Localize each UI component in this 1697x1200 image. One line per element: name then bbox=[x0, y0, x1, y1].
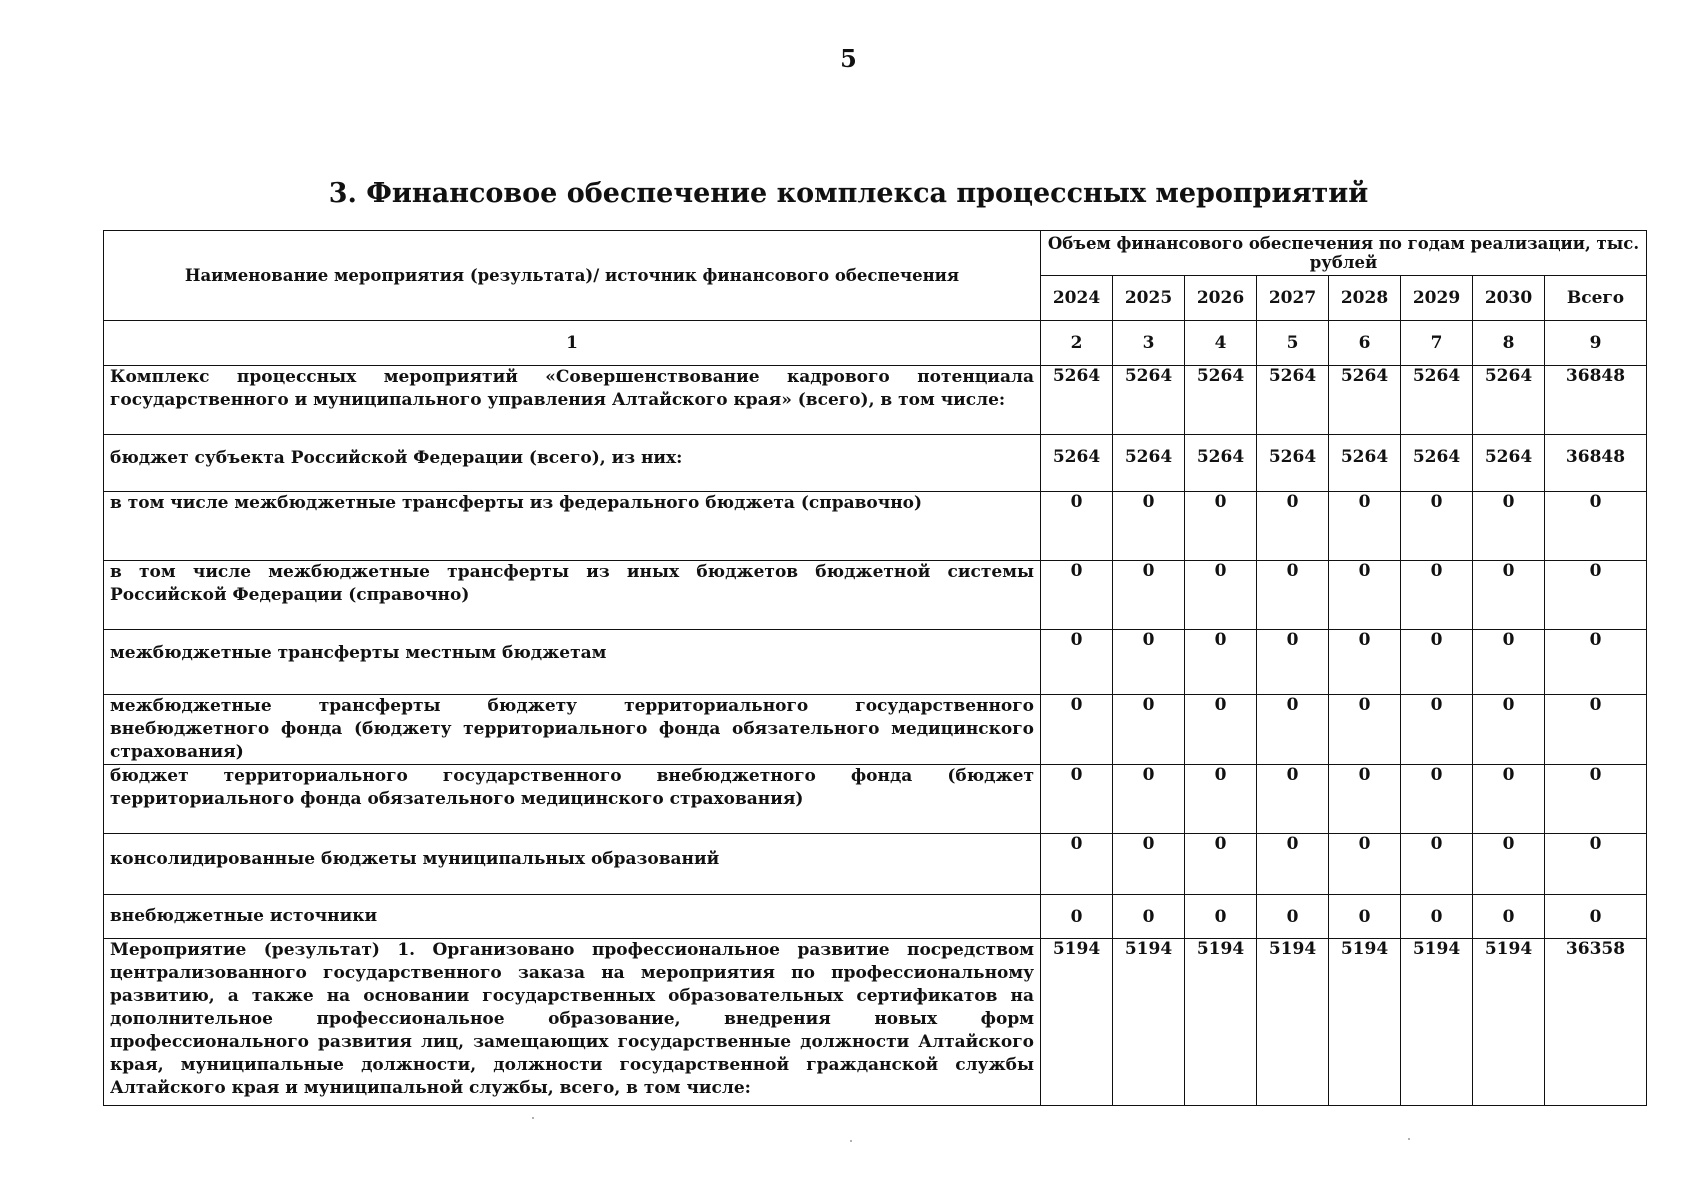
row-name-cell: бюджет субъекта Российской Федерации (всего), из них: bbox=[104, 435, 1041, 492]
row-value-cell: 0 bbox=[1185, 834, 1257, 895]
row-value-cell: 0 bbox=[1401, 630, 1473, 695]
row-value-cell: 0 bbox=[1329, 492, 1401, 561]
row-value-cell: 0 bbox=[1185, 895, 1257, 939]
column-number: 8 bbox=[1473, 321, 1545, 366]
row-value-cell: 5264 bbox=[1185, 366, 1257, 435]
row-value-cell: 0 bbox=[1401, 695, 1473, 765]
row-value-cell: 5264 bbox=[1041, 366, 1113, 435]
table-row bbox=[104, 695, 1647, 765]
table-row bbox=[104, 834, 1647, 895]
row-value-cell: 0 bbox=[1257, 630, 1329, 695]
row-value-cell: 0 bbox=[1401, 895, 1473, 939]
row-value-cell: 5264 bbox=[1257, 435, 1329, 492]
row-value-cell: 0 bbox=[1257, 695, 1329, 765]
row-value-cell: 0 bbox=[1185, 561, 1257, 630]
table-row bbox=[104, 492, 1647, 561]
row-value-cell: 0 bbox=[1185, 765, 1257, 834]
row-value-cell: 0 bbox=[1257, 834, 1329, 895]
column-number: 6 bbox=[1329, 321, 1401, 366]
row-value-cell: 0 bbox=[1329, 765, 1401, 834]
table-row bbox=[104, 939, 1647, 1106]
row-value-cell: 5264 bbox=[1329, 366, 1401, 435]
scan-speck bbox=[850, 1140, 852, 1142]
row-name-cell: Комплекс процессных мероприятий «Совершенствование кадрового потенциала государственного и муниципального управления Алтайского края» (всего), в том числе: bbox=[104, 366, 1041, 435]
table-row bbox=[104, 435, 1647, 492]
row-value-cell: 0 bbox=[1257, 492, 1329, 561]
row-value-cell: 0 bbox=[1113, 765, 1185, 834]
row-value-cell: 5264 bbox=[1401, 435, 1473, 492]
year-header: 2026 bbox=[1185, 276, 1257, 321]
row-total-cell: 36848 bbox=[1545, 435, 1647, 492]
row-name-cell: бюджет территориального государственного внебюджетного фонда (бюджет территориального фонда обязательного медицинского страхования) bbox=[104, 765, 1041, 834]
row-value-cell: 0 bbox=[1185, 492, 1257, 561]
row-value-cell: 0 bbox=[1257, 765, 1329, 834]
row-value-cell: 0 bbox=[1041, 630, 1113, 695]
column-number: 3 bbox=[1113, 321, 1185, 366]
table-row bbox=[104, 765, 1647, 834]
row-value-cell: 0 bbox=[1473, 630, 1545, 695]
row-total-cell: 0 bbox=[1545, 561, 1647, 630]
row-value-cell: 5264 bbox=[1113, 435, 1185, 492]
row-value-cell: 0 bbox=[1257, 561, 1329, 630]
row-name-cell: внебюджетные источники bbox=[104, 895, 1041, 939]
row-value-cell: 0 bbox=[1113, 834, 1185, 895]
row-value-cell: 0 bbox=[1113, 492, 1185, 561]
row-name-cell: Мероприятие (результат) 1. Организовано профессиональное развитие посредством централизованного государственного заказа на мероприятия по профессиональному развитию, а также на основании государственных образовательных сертификатов на дополнительное профессиональное образование, внедрения новых форм профессионального развития лиц, замещающих государственные должности Алтайского края, муниципальные должности, должности государственной гражданской службы Алтайского края и муниципальной службы, всего, в том числе: bbox=[104, 939, 1041, 1106]
row-value-cell: 5194 bbox=[1473, 939, 1545, 1106]
row-total-cell: 0 bbox=[1545, 630, 1647, 695]
row-value-cell: 5194 bbox=[1113, 939, 1185, 1106]
row-value-cell: 5264 bbox=[1041, 435, 1113, 492]
row-name-cell: в том числе межбюджетные трансферты из федерального бюджета (справочно) bbox=[104, 492, 1041, 561]
row-value-cell: 0 bbox=[1041, 695, 1113, 765]
row-value-cell: 0 bbox=[1473, 695, 1545, 765]
row-name-cell: в том числе межбюджетные трансферты из иных бюджетов бюджетной системы Российской Федерации (справочно) bbox=[104, 561, 1041, 630]
row-value-cell: 5194 bbox=[1329, 939, 1401, 1106]
column-number: 4 bbox=[1185, 321, 1257, 366]
column-number: 5 bbox=[1257, 321, 1329, 366]
year-header: 2030 bbox=[1473, 276, 1545, 321]
table-row bbox=[104, 630, 1647, 695]
row-value-cell: 5194 bbox=[1257, 939, 1329, 1106]
table-row bbox=[104, 895, 1647, 939]
row-value-cell: 0 bbox=[1041, 895, 1113, 939]
year-header: 2025 bbox=[1113, 276, 1185, 321]
row-value-cell: 0 bbox=[1401, 834, 1473, 895]
row-value-cell: 0 bbox=[1329, 895, 1401, 939]
row-value-cell: 0 bbox=[1401, 765, 1473, 834]
year-header: 2024 bbox=[1041, 276, 1113, 321]
row-total-cell: 0 bbox=[1545, 834, 1647, 895]
row-value-cell: 0 bbox=[1185, 630, 1257, 695]
row-name-cell: межбюджетные трансферты бюджету территориального государственного внебюджетного фонда (бюджету территориального фонда обязательного медицинского страхования) bbox=[104, 695, 1041, 765]
page-number: 5 bbox=[840, 44, 857, 73]
row-value-cell: 0 bbox=[1185, 695, 1257, 765]
row-value-cell: 0 bbox=[1329, 834, 1401, 895]
row-name-cell: межбюджетные трансферты местным бюджетам bbox=[104, 630, 1041, 695]
row-value-cell: 0 bbox=[1473, 834, 1545, 895]
header-row-top bbox=[104, 231, 1647, 276]
row-value-cell: 0 bbox=[1401, 492, 1473, 561]
financing-table bbox=[103, 230, 1647, 1106]
row-value-cell: 5264 bbox=[1185, 435, 1257, 492]
row-value-cell: 0 bbox=[1041, 834, 1113, 895]
row-name-cell: консолидированные бюджеты муниципальных образований bbox=[104, 834, 1041, 895]
row-value-cell: 0 bbox=[1041, 492, 1113, 561]
section-title: 3. Финансовое обеспечение комплекса процессных мероприятий bbox=[328, 178, 1369, 209]
header-name-cell: Наименование мероприятия (результата)/ источник финансового обеспечения bbox=[104, 231, 1041, 321]
year-header: 2027 bbox=[1257, 276, 1329, 321]
row-value-cell: 0 bbox=[1473, 765, 1545, 834]
row-value-cell: 0 bbox=[1113, 895, 1185, 939]
column-number: 7 bbox=[1401, 321, 1473, 366]
row-value-cell: 5264 bbox=[1473, 435, 1545, 492]
row-total-cell: 0 bbox=[1545, 492, 1647, 561]
row-value-cell: 5264 bbox=[1473, 366, 1545, 435]
row-value-cell: 5264 bbox=[1401, 366, 1473, 435]
column-number: 1 bbox=[104, 321, 1041, 366]
row-value-cell: 0 bbox=[1041, 561, 1113, 630]
column-number-row bbox=[104, 321, 1647, 366]
table-row bbox=[104, 561, 1647, 630]
row-total-cell: 0 bbox=[1545, 765, 1647, 834]
total-header: Всего bbox=[1545, 276, 1647, 321]
row-value-cell: 5194 bbox=[1041, 939, 1113, 1106]
row-value-cell: 0 bbox=[1041, 765, 1113, 834]
row-value-cell: 0 bbox=[1329, 695, 1401, 765]
row-value-cell: 0 bbox=[1113, 630, 1185, 695]
row-total-cell: 36358 bbox=[1545, 939, 1647, 1106]
header-group-cell: Объем финансового обеспечения по годам реализации, тыс. рублей bbox=[1041, 231, 1647, 276]
row-value-cell: 0 bbox=[1113, 695, 1185, 765]
row-value-cell: 5264 bbox=[1257, 366, 1329, 435]
row-value-cell: 5264 bbox=[1329, 435, 1401, 492]
row-value-cell: 0 bbox=[1329, 630, 1401, 695]
row-value-cell: 0 bbox=[1473, 492, 1545, 561]
row-value-cell: 5194 bbox=[1185, 939, 1257, 1106]
row-value-cell: 0 bbox=[1329, 561, 1401, 630]
row-value-cell: 0 bbox=[1401, 561, 1473, 630]
row-value-cell: 0 bbox=[1473, 561, 1545, 630]
row-total-cell: 0 bbox=[1545, 695, 1647, 765]
row-total-cell: 0 bbox=[1545, 895, 1647, 939]
table-row bbox=[104, 366, 1647, 435]
row-value-cell: 0 bbox=[1113, 561, 1185, 630]
year-header: 2028 bbox=[1329, 276, 1401, 321]
row-value-cell: 0 bbox=[1257, 895, 1329, 939]
scan-speck bbox=[1408, 1138, 1410, 1140]
column-number: 2 bbox=[1041, 321, 1113, 366]
column-number: 9 bbox=[1545, 321, 1647, 366]
scan-speck bbox=[532, 1117, 534, 1119]
year-header: 2029 bbox=[1401, 276, 1473, 321]
row-value-cell: 5264 bbox=[1113, 366, 1185, 435]
row-value-cell: 0 bbox=[1473, 895, 1545, 939]
row-value-cell: 5194 bbox=[1401, 939, 1473, 1106]
row-total-cell: 36848 bbox=[1545, 366, 1647, 435]
